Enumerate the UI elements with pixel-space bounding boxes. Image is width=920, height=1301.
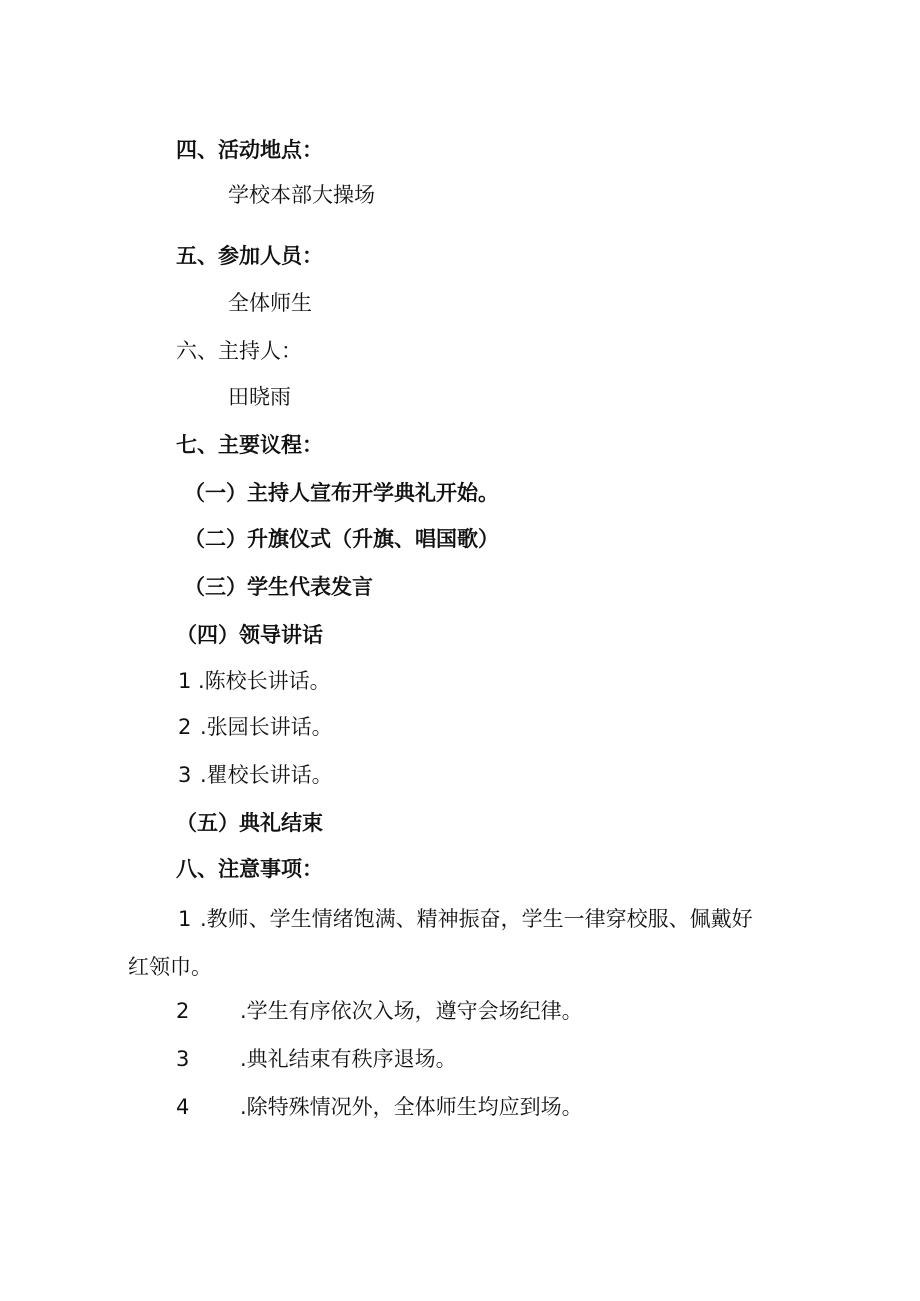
speech-item: .陈校长讲话。 <box>198 669 331 693</box>
section-4-heading: 四、活动地点： <box>176 138 323 162</box>
section-6-content: 田晓雨 <box>228 385 291 409</box>
speech-number: 2 <box>178 715 192 739</box>
agenda-item: （二）升旗仪式（升旗、唱国歌） <box>184 527 499 551</box>
note-item: .教师、学生情绪饱满、精神振奋，学生一律穿校服、佩戴好 <box>200 907 753 931</box>
section-8-heading: 八、注意事项： <box>176 857 323 881</box>
note-continuation: 红领巾。 <box>128 955 212 979</box>
note-item: .学生有序依次入场，遵守会场纪律。 <box>240 999 583 1023</box>
note-item: .除特殊情况外，全体师生均应到场。 <box>240 1095 583 1119</box>
agenda-item: （一）主持人宣布开学典礼开始。 <box>184 481 499 505</box>
section-7-heading: 七、主要议程： <box>176 433 323 457</box>
section-4-content: 学校本部大操场 <box>228 183 375 207</box>
speech-item: .张园长讲话。 <box>200 715 333 739</box>
agenda-closing: （五）典礼结束 <box>176 811 323 835</box>
note-item: .典礼结束有秩序退场。 <box>240 1047 457 1071</box>
note-number: 4 <box>176 1095 190 1119</box>
note-number: 1 <box>178 907 192 931</box>
note-number: 2 <box>176 999 190 1023</box>
speech-number: 3 <box>178 763 192 787</box>
speech-item: .瞿校长讲话。 <box>200 763 333 787</box>
section-5-heading: 五、参加人员： <box>176 244 323 268</box>
agenda-item: （三）学生代表发言 <box>184 575 373 599</box>
note-number: 3 <box>176 1047 190 1071</box>
agenda-item: （四）领导讲话 <box>176 623 323 647</box>
speech-number: 1 <box>178 669 192 693</box>
section-6-heading: 六、主持人： <box>176 339 302 363</box>
section-5-content: 全体师生 <box>228 291 312 315</box>
